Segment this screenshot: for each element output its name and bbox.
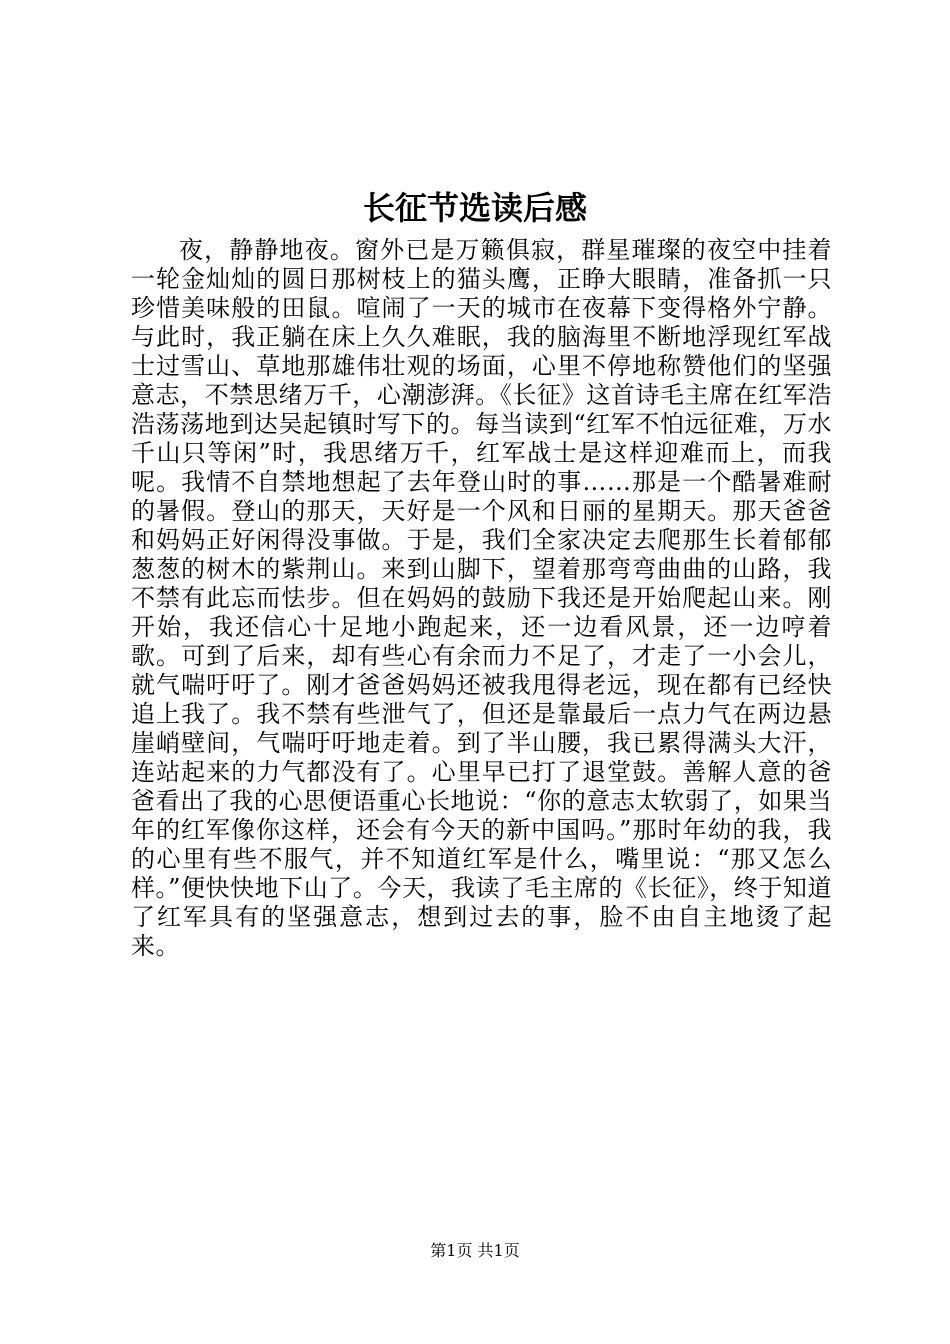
- document-title: 长征节选读后感: [362, 189, 587, 227]
- page-footer: 第1页 共1页: [430, 1241, 520, 1260]
- body-paragraph: 夜，静静地夜。窗外已是万籁俱寂，群星璀璨的夜空中挂着一轮金灿灿的圆日那树枝上的猫头鹰，正睁大眼睛，准备抓一只珍惜美味般的田鼠。喧闹了一天的城市在夜幕下变得格外宁静。与此时，我正躺在床上久久难眠，我的脑海里不断地浮现红军战士过雪山、草地那雄伟壮观的场面，心里不停地称赞他们的坚强意志，不禁思绪万千，心潮澎湃。《长征》这首诗毛主席在红军浩浩荡荡地到达吴起镇时写下的。每当读到“红军不怕远征难，万水千山只等闲”时，我思绪万千，红军战士是这样迎难而上，而我呢。我情不自禁地想起了去年登山时的事……那是一个酷暑难耐的暑假。登山的那天，天好是一个风和日丽的星期天。那天爸爸和妈妈正好闲得没事做。于是，我们全家决定去爬那生长着郁郁葱葱的树木的紫荆山。来到山脚下，望着那弯弯曲曲的山路，我不禁有此忘而怯步。但在妈妈的鼓励下我还是开始爬起山来。刚开始，我还信心十足地小跑起来，还一边看风景，还一边哼着歌。可到了后来，却有些心有余而力不足了，才走了一小会儿，就气喘吁吁了。刚才爸爸妈妈还被我甩得老远，现在都有已经快追上我了。我不禁有些泄气了，但还是靠最后一点力气在两边悬崖峭壁间，气喘吁吁地走着。到了半山腰，我已累得满头大汗，连站起来的力气都没有了。心里早已打了退堂鼓。善解人意的爸爸看出了我的心思便语重心长地说：“你的意志太软弱了，如果当年的红军像你这样，还会有今天的新中国吗。”那时年幼的我，我的心里有些不服气，并不知道红军是什么，嘴里说：“那又怎么样。”便快快地下山了。今天，我读了毛主席的《长征》，终于知道了红军具有的坚强意志，想到过去的事，脸不由自主地烫了起来。: [131, 236, 832, 960]
